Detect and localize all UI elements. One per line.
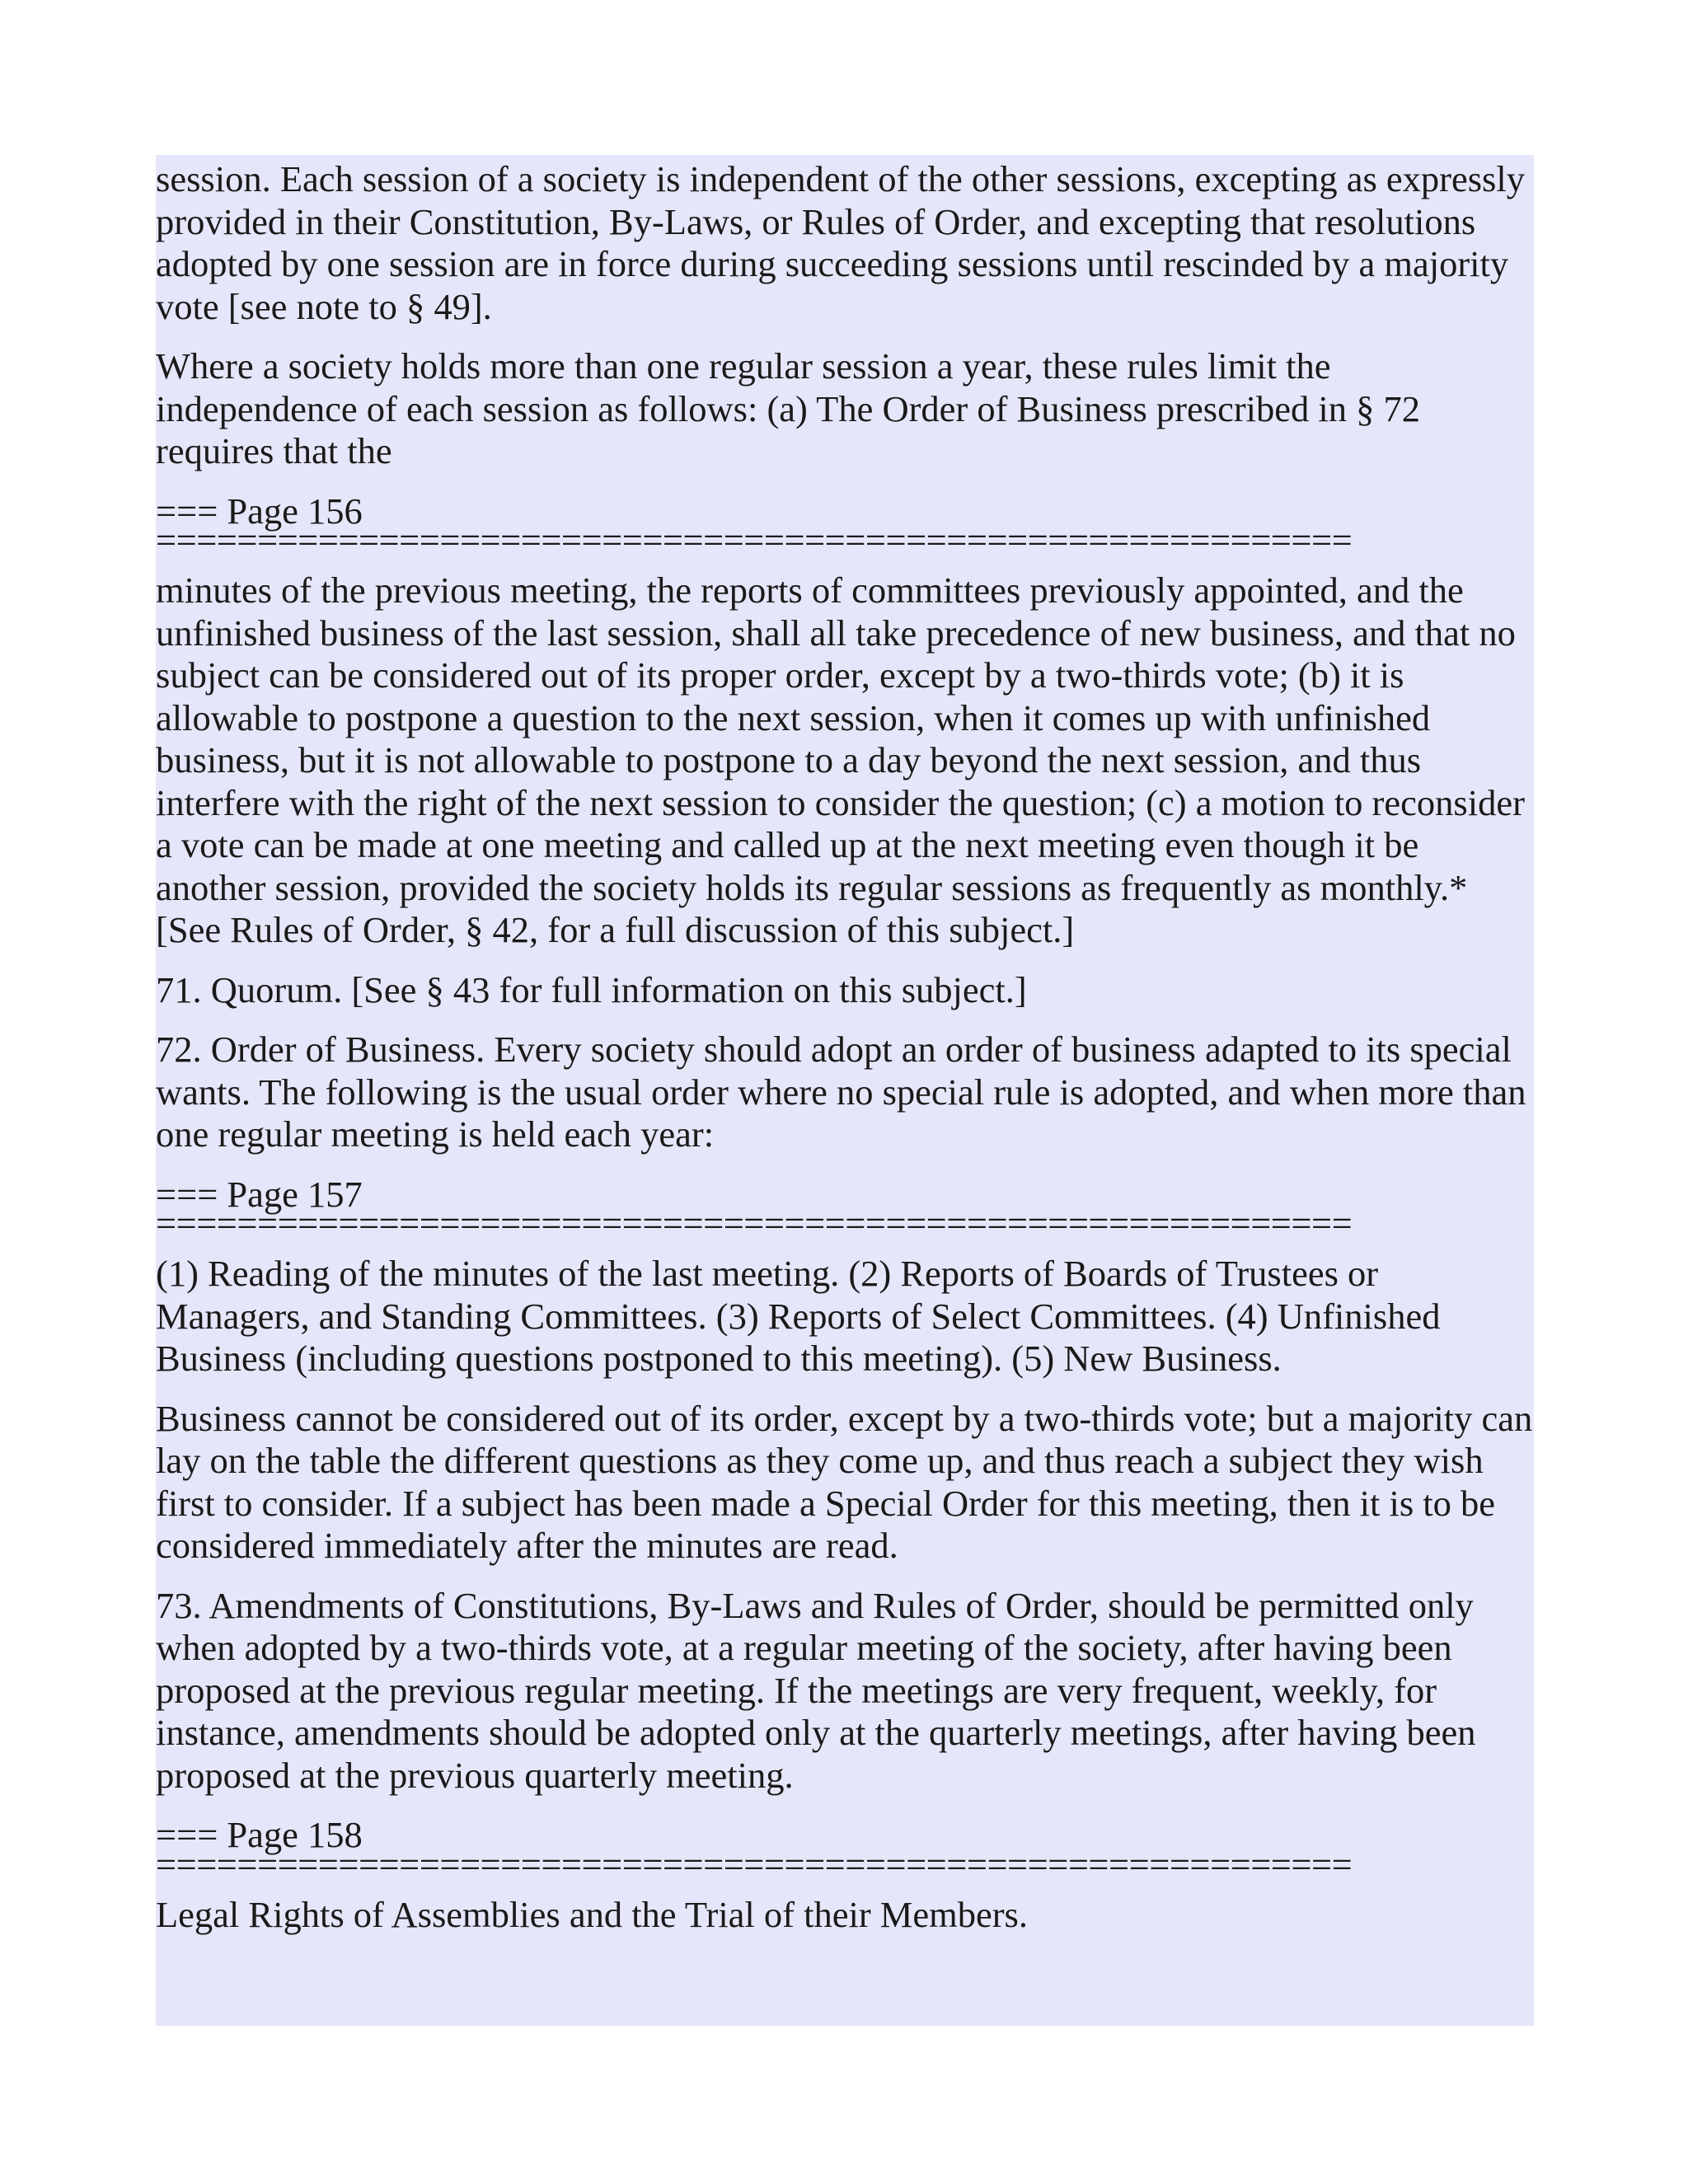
paragraph-session-independence: session. Each session of a society is independent of the other sessions, excepting as expressly provided in their Constitution, By-Laws, or Rules of Order, and excepting that resolutions adopted by one session are in force during succeeding sessions until rescinded by a majority vote [see note to § 49]. [156, 158, 1525, 327]
paragraph-amendments: 73. Amendments of Constitutions, By-Laws and Rules of Order, should be permitted only when adopted by a two-thirds vote, at a regular meeting of the society, after having been proposed at the previous regular meeting. If the meetings are very frequent, weekly, for instance, amendments should be adopted only at the quarterly meetings, after having been proposed at the previous quarterly meeting. [156, 1584, 1476, 1796]
page-marker-156 [156, 490, 1534, 553]
paragraph-regular-sessions: Where a society holds more than one regular session a year, these rules limit the independence of each session as follows: (a) The Order of Business prescribed in § 72 requires that the [156, 345, 1420, 471]
page-marker-158 [156, 1814, 1534, 1877]
page-marker-label: === Page 158 [156, 1814, 363, 1855]
page-marker-rule: =========================================================== [156, 1851, 1353, 1877]
page-marker-label: === Page 156 [156, 490, 363, 532]
page-marker-label: === Page 157 [156, 1173, 363, 1215]
paragraph-quorum: 71. Quorum. [See § 43 for full information on this subject.] [156, 968, 1027, 1010]
paragraph-business-out-of-order: Business cannot be considered out of its order, except by a two-thirds vote; but a majority can lay on the table the different questions as they come up, and thus reach a subject they wish first to consider. If a subject has been made a Special Order for this meeting, then it is to be considered immediately after the minutes are read. [156, 1397, 1533, 1566]
document-text-block [156, 155, 1534, 2026]
paragraph-order-list: (1) Reading of the minutes of the last meeting. (2) Reports of Boards of Trustees or Managers, and Standing Committees. (3) Reports of Select Committees. (4) Unfinished Business (including questions postponed to this meeting). (5) New Business. [156, 1253, 1441, 1379]
paragraph-order-of-business: 72. Order of Business. Every society should adopt an order of business adapted to its special wants. The following is the usual order where no special rule is adopted, and when more than one regular meeting is held each year: [156, 1029, 1526, 1155]
page-marker-rule: =========================================================== [156, 527, 1353, 552]
paragraph-minutes-precedence: minutes of the previous meeting, the reports of committees previously appointed, and the unfinished business of the last session, shall all take precedence of new business, and that no subject can be considered out of its proper order, except by a two-thirds vote; (b) it is allowable to postpone a question to the next session, when it comes up with unfinished business, but it is not allowable to postpone to a day beyond the next session, and thus interfere with the right of the next session to consider the question; (c) a motion to reconsider a vote can be made at one meeting and called up at the next meeting even though it be another session, provided the society holds its regular sessions as frequently as monthly.* [See Rules of Order, § 42, for a full discussion of this subject.] [156, 569, 1525, 950]
page-marker-rule: =========================================================== [156, 1211, 1353, 1235]
page-marker-157 [156, 1174, 1534, 1236]
paragraph-legal-rights-heading: Legal Rights of Assemblies and the Trial of their Members. [156, 1893, 1028, 1935]
